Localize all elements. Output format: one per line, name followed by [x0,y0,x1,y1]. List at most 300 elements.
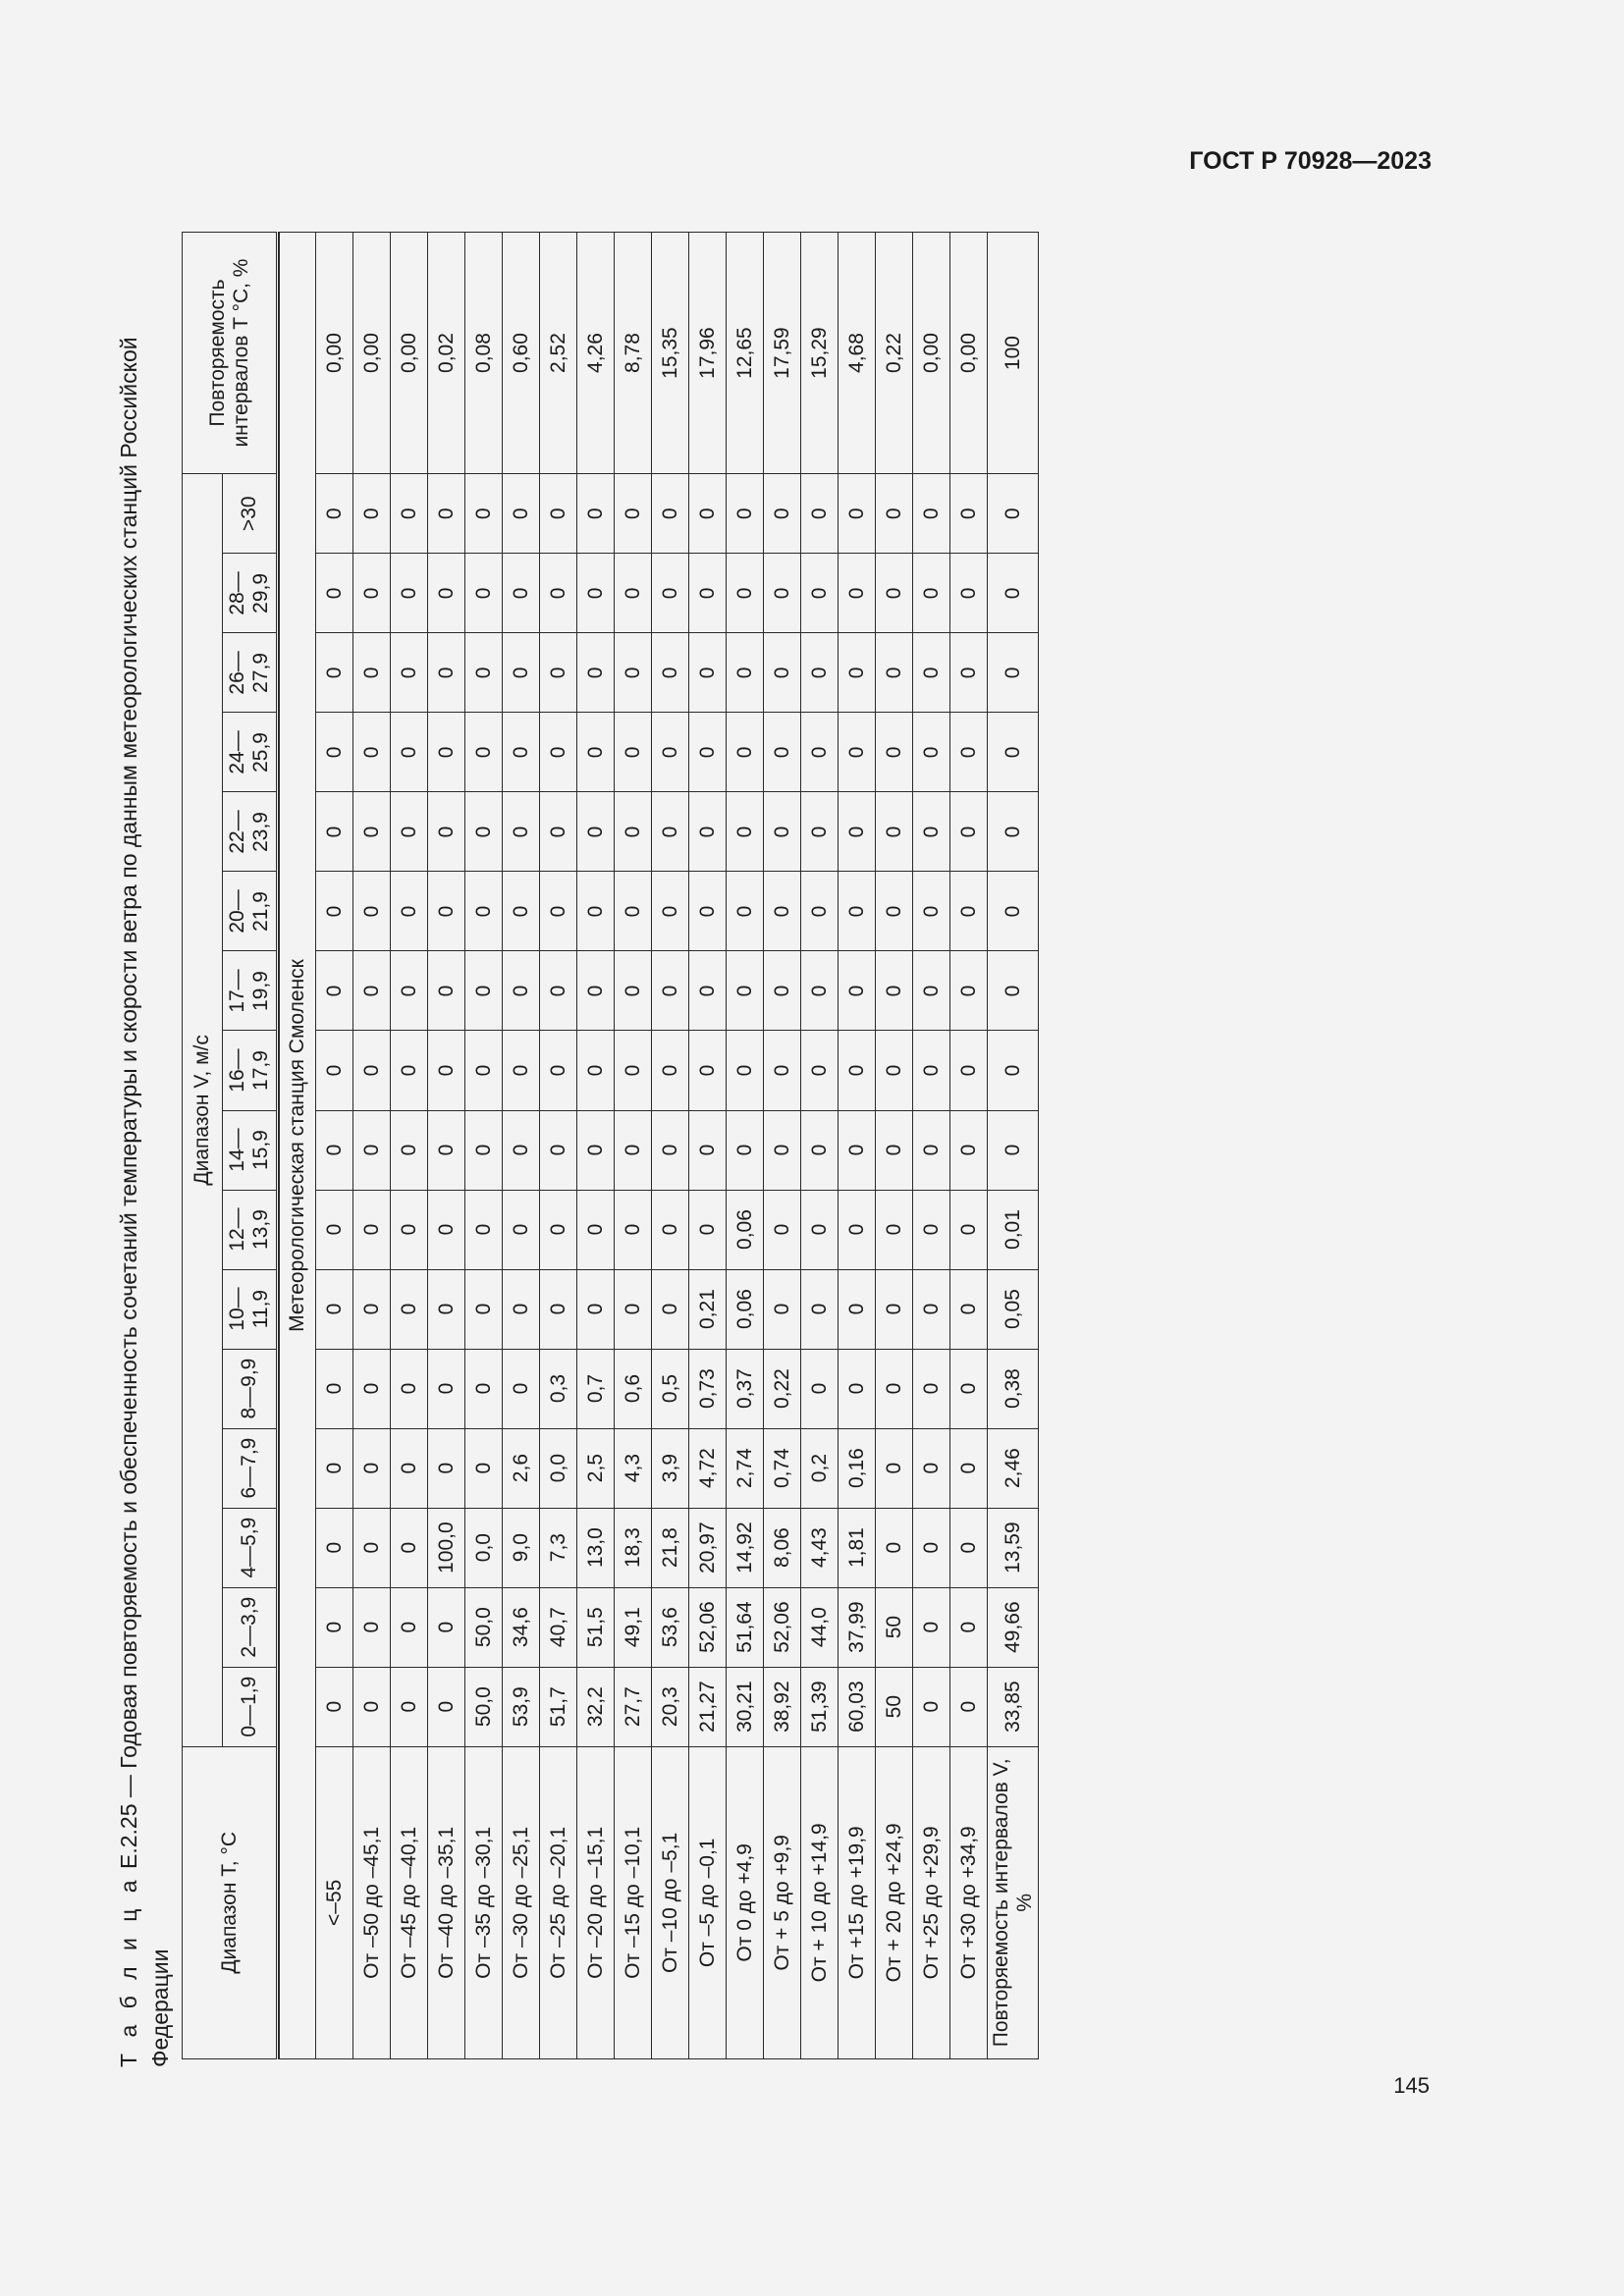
table-cell: 0 [689,872,727,951]
table-cell: 0 [503,1110,540,1190]
table-row [950,233,988,2059]
table-cell: 52,06 [764,1587,801,1667]
footer-cell: 0 [988,1110,1039,1190]
table-cell: 0 [540,792,577,872]
row-label: От –40 до –35,1 [428,1746,465,2058]
table-row [876,233,913,2059]
table-cell: 0 [353,1428,391,1508]
v-column-header: 12—13,9 [223,1190,278,1269]
table-cell: 0 [913,872,950,951]
table-cell: 0 [913,633,950,713]
table-cell: 51,64 [727,1587,764,1667]
table-cell: 0 [839,951,876,1031]
row-total: 0,00 [950,233,988,474]
table-cell: 0 [876,872,913,951]
table-cell: 0 [839,1031,876,1110]
table-cell: 0 [391,554,428,633]
footer-total: 100 [988,233,1039,474]
table-cell: 0 [615,554,652,633]
table-cell: 0 [950,1110,988,1190]
rotated-table-wrapper [182,232,1429,2059]
table-cell: 0 [353,1587,391,1667]
table-cell: 0 [652,713,689,792]
table-cell: 0 [540,554,577,633]
row-total: 0,22 [876,233,913,474]
row-label: От +30 до +34,9 [950,1746,988,2058]
table-row [727,233,764,2059]
table-cell: 0 [615,1031,652,1110]
table-cell: 0 [391,1428,428,1508]
table-cell: 0 [764,872,801,951]
table-cell: 0 [316,1508,353,1587]
table-cell: 0 [428,1349,465,1428]
table-cell: 0 [391,1667,428,1746]
table-cell: 0 [503,474,540,554]
header-repeat-t: Повторяемость интервалов T °С, % [183,233,278,474]
table-cell: 20,97 [689,1508,727,1587]
table-cell: 0 [316,554,353,633]
row-label: От +25 до +29,9 [913,1746,950,2058]
table-cell: 0 [353,1269,391,1349]
table-cell: 0,0 [465,1508,503,1587]
table-row [465,233,503,2059]
table-row [689,233,727,2059]
page-number: 145 [1393,2073,1430,2098]
table-cell: 0 [839,792,876,872]
table-cell: 0 [950,872,988,951]
table-cell: 0 [950,474,988,554]
table-cell: 0 [465,872,503,951]
table-cell: 0 [727,1110,764,1190]
table-cell: 0 [316,1269,353,1349]
table-cell: 4,72 [689,1428,727,1508]
table-cell: 1,81 [839,1508,876,1587]
table-cell: 0 [316,633,353,713]
table-cell: 0 [913,1031,950,1110]
footer-cell: 0,05 [988,1269,1039,1349]
table-cell: 0 [727,792,764,872]
table-cell: 0 [391,1587,428,1667]
table-cell: 0 [876,633,913,713]
table-cell: 0 [428,792,465,872]
footer-cell: 0 [988,951,1039,1031]
table-cell: 0 [465,792,503,872]
table-cell: 2,74 [727,1428,764,1508]
table-cell: 0 [353,1031,391,1110]
footer-cell: 0,38 [988,1349,1039,1428]
table-cell: 0 [876,1508,913,1587]
row-total: 12,65 [727,233,764,474]
row-label: От –35 до –30,1 [465,1746,503,2058]
row-total: 4,26 [577,233,615,474]
table-cell: 0,16 [839,1428,876,1508]
table-cell: 0 [689,474,727,554]
row-total: 17,59 [764,233,801,474]
footer-cell: 13,59 [988,1508,1039,1587]
table-cell: 0 [727,633,764,713]
row-total: 0,08 [465,233,503,474]
table-cell: 40,7 [540,1587,577,1667]
footer-cell: 0 [988,633,1039,713]
table-cell: 0 [727,1031,764,1110]
footer-cell: 0 [988,1031,1039,1110]
row-total: 0,00 [316,233,353,474]
v-column-header: 22—23,9 [223,792,278,872]
table-cell: 0 [615,1269,652,1349]
table-cell: 0 [913,713,950,792]
table-cell: 0 [839,1190,876,1269]
table-cell: 0 [316,872,353,951]
station-row [280,233,316,2059]
footer-cell: 0,01 [988,1190,1039,1269]
table-cell: 0 [615,1190,652,1269]
station-name: Метеорологическая станция Смоленск [280,233,316,2059]
table-cell: 14,92 [727,1508,764,1587]
table-cell: 0 [465,1349,503,1428]
table-cell: 0 [764,1031,801,1110]
table-cell: 0 [801,554,839,633]
table-cell: 0 [615,951,652,1031]
row-label: От + 10 до +14,9 [801,1746,839,2058]
table-cell: 0 [652,951,689,1031]
footer-cell: 2,46 [988,1428,1039,1508]
table-cell: 100,0 [428,1508,465,1587]
table-row [540,233,577,2059]
table-cell: 0 [465,1269,503,1349]
table-cell: 0 [913,1667,950,1746]
table-cell: 3,9 [652,1428,689,1508]
table-cell: 0 [913,951,950,1031]
table-cell: 0 [689,1190,727,1269]
table-cell: 0 [876,1031,913,1110]
table-cell: 0 [428,1269,465,1349]
table-cell: 0 [428,633,465,713]
table-cell: 0 [577,1190,615,1269]
row-total: 8,78 [615,233,652,474]
footer-cell: 0 [988,474,1039,554]
table-row [913,233,950,2059]
table-cell: 2,6 [503,1428,540,1508]
table-cell: 0 [428,872,465,951]
table-cell: 0 [689,1031,727,1110]
table-cell: 32,2 [577,1667,615,1746]
table-cell: 0 [316,1667,353,1746]
v-column-header: 4—5,9 [223,1508,278,1587]
table-row [577,233,615,2059]
table-cell: 0 [764,554,801,633]
row-total: 0,02 [428,233,465,474]
table-cell: 0 [839,713,876,792]
table-cell: 4,43 [801,1508,839,1587]
v-column-header: 26—27,9 [223,633,278,713]
v-column-header: 17—19,9 [223,951,278,1031]
table-cell: 0 [876,1349,913,1428]
table-cell: 0 [577,1110,615,1190]
table-cell: 0 [540,951,577,1031]
table-cell: 52,06 [689,1587,727,1667]
table-cell: 50 [876,1587,913,1667]
table-cell: 20,3 [652,1667,689,1746]
table-cell: 0 [689,1110,727,1190]
row-total: 15,29 [801,233,839,474]
table-cell: 0 [428,1190,465,1269]
table-cell: 0 [391,1269,428,1349]
row-total: 0,00 [391,233,428,474]
table-cell: 0 [652,474,689,554]
table-cell: 53,6 [652,1587,689,1667]
table-row [428,233,465,2059]
table-cell: 0 [391,792,428,872]
table-cell: 0,5 [652,1349,689,1428]
table-cell: 0 [950,951,988,1031]
table-cell: 50 [876,1667,913,1746]
table-cell: 0 [577,792,615,872]
table-cell: 0 [839,872,876,951]
row-total: 0,00 [913,233,950,474]
row-label: От –30 до –25,1 [503,1746,540,2058]
v-column-header: 0—1,9 [223,1667,278,1746]
row-label: От + 20 до +24,9 [876,1746,913,2058]
table-cell: 0 [353,633,391,713]
table-cell: 0 [876,1428,913,1508]
table-cell: 0,74 [764,1428,801,1508]
footer-label: Повторяемость интервалов V, % [988,1746,1039,2058]
table-cell: 0 [652,554,689,633]
table-cell: 0 [839,633,876,713]
table-cell: 0 [950,1508,988,1587]
table-cell: 0 [391,633,428,713]
table-cell: 0 [950,1031,988,1110]
table-cell: 0,2 [801,1428,839,1508]
table-cell: 0 [950,1667,988,1746]
table-cell: 0 [839,474,876,554]
row-total: 0,60 [503,233,540,474]
table-cell: 60,03 [839,1667,876,1746]
table-cell: 0 [428,554,465,633]
table-cell: 0 [503,951,540,1031]
table-cell: 0 [801,1349,839,1428]
row-label: От –50 до –45,1 [353,1746,391,2058]
table-cell: 0 [689,713,727,792]
table-cell: 0 [428,1587,465,1667]
table-cell: 0 [465,951,503,1031]
table-cell: 30,21 [727,1667,764,1746]
table-cell: 0 [839,1110,876,1190]
table-cell: 0 [876,1190,913,1269]
table-cell: 0 [764,1269,801,1349]
table-cell: 0 [652,792,689,872]
row-total: 4,68 [839,233,876,474]
table-cell: 0 [540,633,577,713]
table-cell: 0 [652,633,689,713]
row-total: 15,35 [652,233,689,474]
table-cell: 0 [465,474,503,554]
table-cell: 0 [540,713,577,792]
table-cell: 0 [839,1269,876,1349]
table-cell: 13,0 [577,1508,615,1587]
row-label: От –20 до –15,1 [577,1746,615,2058]
table-cell: 0 [316,1110,353,1190]
footer-cell: 49,66 [988,1587,1039,1667]
header-row [183,233,223,2059]
table-cell: 51,7 [540,1667,577,1746]
footer-cell: 0 [988,554,1039,633]
table-cell: 0 [316,474,353,554]
table-cell: 0 [316,1190,353,1269]
table-cell: 0 [353,951,391,1031]
table-cell: 0 [913,1269,950,1349]
table-cell: 0 [764,713,801,792]
table-cell: 0 [876,554,913,633]
table-cell: 0 [801,792,839,872]
table-cell: 0 [353,872,391,951]
table-cell: 0 [503,1269,540,1349]
row-label: От 0 до +4,9 [727,1746,764,2058]
table-cell: 0 [876,1110,913,1190]
table-cell: 0 [876,951,913,1031]
document-code: ГОСТ Р 70928—2023 [1189,147,1432,175]
table-cell: 0 [764,951,801,1031]
table-cell: 0,06 [727,1190,764,1269]
table-cell: 0 [913,1190,950,1269]
table-row [353,233,391,2059]
table-cell: 0 [652,1269,689,1349]
table-cell: 0 [801,1110,839,1190]
table-cell: 0 [391,872,428,951]
table-cell: 0 [503,792,540,872]
table-cell: 0 [876,474,913,554]
table-cell: 0,3 [540,1349,577,1428]
table-cell: 0 [801,474,839,554]
table-cell: 0 [727,872,764,951]
table-cell: 0 [950,1587,988,1667]
table-cell: 0 [540,1190,577,1269]
table-cell: 0 [913,1587,950,1667]
table-cell: 0 [764,1190,801,1269]
table-cell: 0 [503,1190,540,1269]
table-cell: 0 [801,1190,839,1269]
table-cell: 0 [950,1349,988,1428]
table-cell: 0 [913,554,950,633]
table-cell: 51,5 [577,1587,615,1667]
v-column-header: >30 [223,474,278,554]
table-cell: 9,0 [503,1508,540,1587]
table-cell: 0 [652,872,689,951]
table-cell: 0 [353,1508,391,1587]
table-cell: 0 [764,474,801,554]
table-cell: 0 [465,1190,503,1269]
table-cell: 0 [801,1031,839,1110]
row-label: От + 5 до +9,9 [764,1746,801,2058]
table-cell: 0 [689,633,727,713]
v-column-header: 24—25,9 [223,713,278,792]
table-cell: 0 [316,1587,353,1667]
table-cell: 0 [577,474,615,554]
table-cell: 0 [316,1428,353,1508]
table-cell: 0 [652,1110,689,1190]
table-cell: 0 [950,633,988,713]
table-cell: 0 [764,633,801,713]
table-cell: 0 [801,713,839,792]
table-cell: 0 [540,1110,577,1190]
row-label: От +15 до +19,9 [839,1746,876,2058]
table-cell: 21,8 [652,1508,689,1587]
table-cell: 0 [465,633,503,713]
table-cell: 37,99 [839,1587,876,1667]
table-cell: 0 [428,1428,465,1508]
table-cell: 0,7 [577,1349,615,1428]
table-row [503,233,540,2059]
table-cell: 0 [913,1508,950,1587]
table-cell: 0,06 [727,1269,764,1349]
table-cell: 53,9 [503,1667,540,1746]
table-cell: 0 [503,554,540,633]
table-cell: 51,39 [801,1667,839,1746]
row-label: От –10 до –5,1 [652,1746,689,2058]
row-label: От –45 до –40,1 [391,1746,428,2058]
table-cell: 0 [428,713,465,792]
table-cell: 0 [913,1110,950,1190]
table-cell: 21,27 [689,1667,727,1746]
table-cell: 0 [540,872,577,951]
table-cell: 0 [913,792,950,872]
table-cell: 0 [839,554,876,633]
table-cell: 0 [950,792,988,872]
table-cell: 0 [801,1269,839,1349]
table-cell: 0 [876,713,913,792]
table-cell: 0 [801,633,839,713]
table-cell: 44,0 [801,1587,839,1667]
footer-cell: 0 [988,792,1039,872]
table-row [391,233,428,2059]
v-column-header: 10—11,9 [223,1269,278,1349]
table-cell: 0 [689,554,727,633]
table-cell: 0,6 [615,1349,652,1428]
table-cell: 0 [353,1349,391,1428]
table-cell: 0 [353,1190,391,1269]
table-cell: 0 [428,1110,465,1190]
row-label: <–55 [316,1746,353,2058]
table-cell: 0 [503,633,540,713]
footer-cell: 0 [988,872,1039,951]
table-cell: 0 [353,1110,391,1190]
caption-prefix: Т а б л и ц а [116,1875,141,2067]
table-cell: 27,7 [615,1667,652,1746]
table-cell: 0 [913,474,950,554]
table-cell: 0 [577,872,615,951]
table-cell: 0 [801,872,839,951]
table-cell: 0 [391,1349,428,1428]
header-v-range: Диапазон V, м/с [183,474,223,1747]
row-total: 17,96 [689,233,727,474]
table-cell: 0 [950,713,988,792]
table-cell: 2,5 [577,1428,615,1508]
table-cell: 0,21 [689,1269,727,1349]
table-cell: 0 [316,1031,353,1110]
table-cell: 0 [316,951,353,1031]
table-cell: 34,6 [503,1587,540,1667]
table-cell: 0,22 [764,1349,801,1428]
table-cell: 0 [876,1269,913,1349]
table-cell: 0 [428,474,465,554]
v-column-header: 6—7,9 [223,1428,278,1508]
table-row [615,233,652,2059]
table-cell: 0 [577,633,615,713]
table-cell: 50,0 [465,1667,503,1746]
row-label: От –5 до –0,1 [689,1746,727,2058]
table-cell: 8,06 [764,1508,801,1587]
table-cell: 0 [615,872,652,951]
